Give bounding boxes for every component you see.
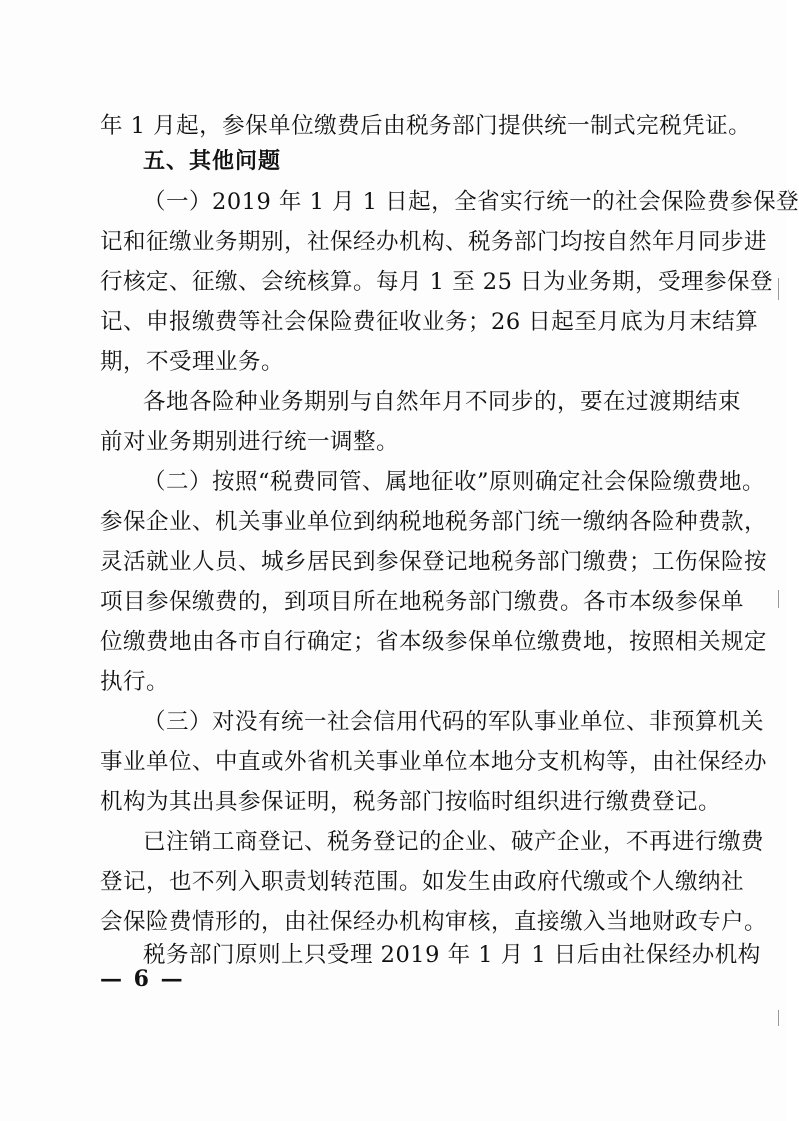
text-line: 事业单位、中直或外省机关事业单位本地分支机构等，由社保经办 bbox=[100, 749, 768, 775]
text-line: 前对业务期别进行统一调整。 bbox=[100, 429, 400, 455]
text-line: 登记，也不列入职责划转范围。如发生由政府代缴或个人缴纳社 bbox=[100, 869, 745, 895]
text-line: 会保险费情形的，由社保经办机构审核，直接缴入当地财政专户。 bbox=[100, 909, 768, 935]
text-line: 已注销工商登记、税务登记的企业、破产企业，不再进行缴费 bbox=[143, 829, 765, 855]
page-number: — 6 — bbox=[100, 966, 185, 992]
scan-edge-mark bbox=[778, 590, 779, 608]
text-line: 行核定、征缴、会统核算。每月 1 至 25 日为业务期，受理参保登 bbox=[100, 269, 774, 295]
text-line: 项目参保缴费的，到项目所在地税务部门缴费。各市本级参保单 bbox=[100, 589, 745, 615]
text-line: 执行。 bbox=[100, 669, 170, 695]
text-line: （一）2019 年 1 月 1 日起，全省实行统一的社会保险费参保登 bbox=[143, 189, 799, 215]
text-line: （二）按照“税费同管、属地征收”原则确定社会保险缴费地。 bbox=[143, 469, 766, 495]
text-line: 记、申报缴费等社会保险费征收业务；26 日起至月底为月末结算 bbox=[100, 309, 759, 335]
text-line: 期，不受理业务。 bbox=[100, 349, 285, 375]
text-line: 税务部门原则上只受理 2019 年 1 月 1 日后由社保经办机构 bbox=[143, 942, 761, 968]
text-line: 记和征缴业务期别，社保经办机构、税务部门均按自然年月同步进 bbox=[100, 229, 768, 255]
section-heading: 五、其他问题 bbox=[143, 149, 282, 174]
scan-edge-mark bbox=[778, 278, 779, 300]
text-line: 位缴费地由各市自行确定；省本级参保单位缴费地，按照相关规定 bbox=[100, 629, 768, 655]
scan-edge-mark bbox=[778, 1010, 779, 1026]
text-line: 机构为其出具参保证明，税务部门按临时组织进行缴费登记。 bbox=[100, 789, 722, 815]
text-line: 年 1 月起，参保单位缴费后由税务部门提供统一制式完税凭证。 bbox=[100, 113, 752, 139]
text-line: 灵活就业人员、城乡居民到参保登记地税务部门缴费；工伤保险按 bbox=[100, 549, 768, 575]
text-line: （三）对没有统一社会信用代码的军队事业单位、非预算机关 bbox=[143, 709, 765, 735]
text-line: 参保企业、机关事业单位到纳税地税务部门统一缴纳各险种费款， bbox=[100, 509, 768, 535]
text-line: 各地各险种业务期别与自然年月不同步的，要在过渡期结束 bbox=[143, 389, 742, 415]
